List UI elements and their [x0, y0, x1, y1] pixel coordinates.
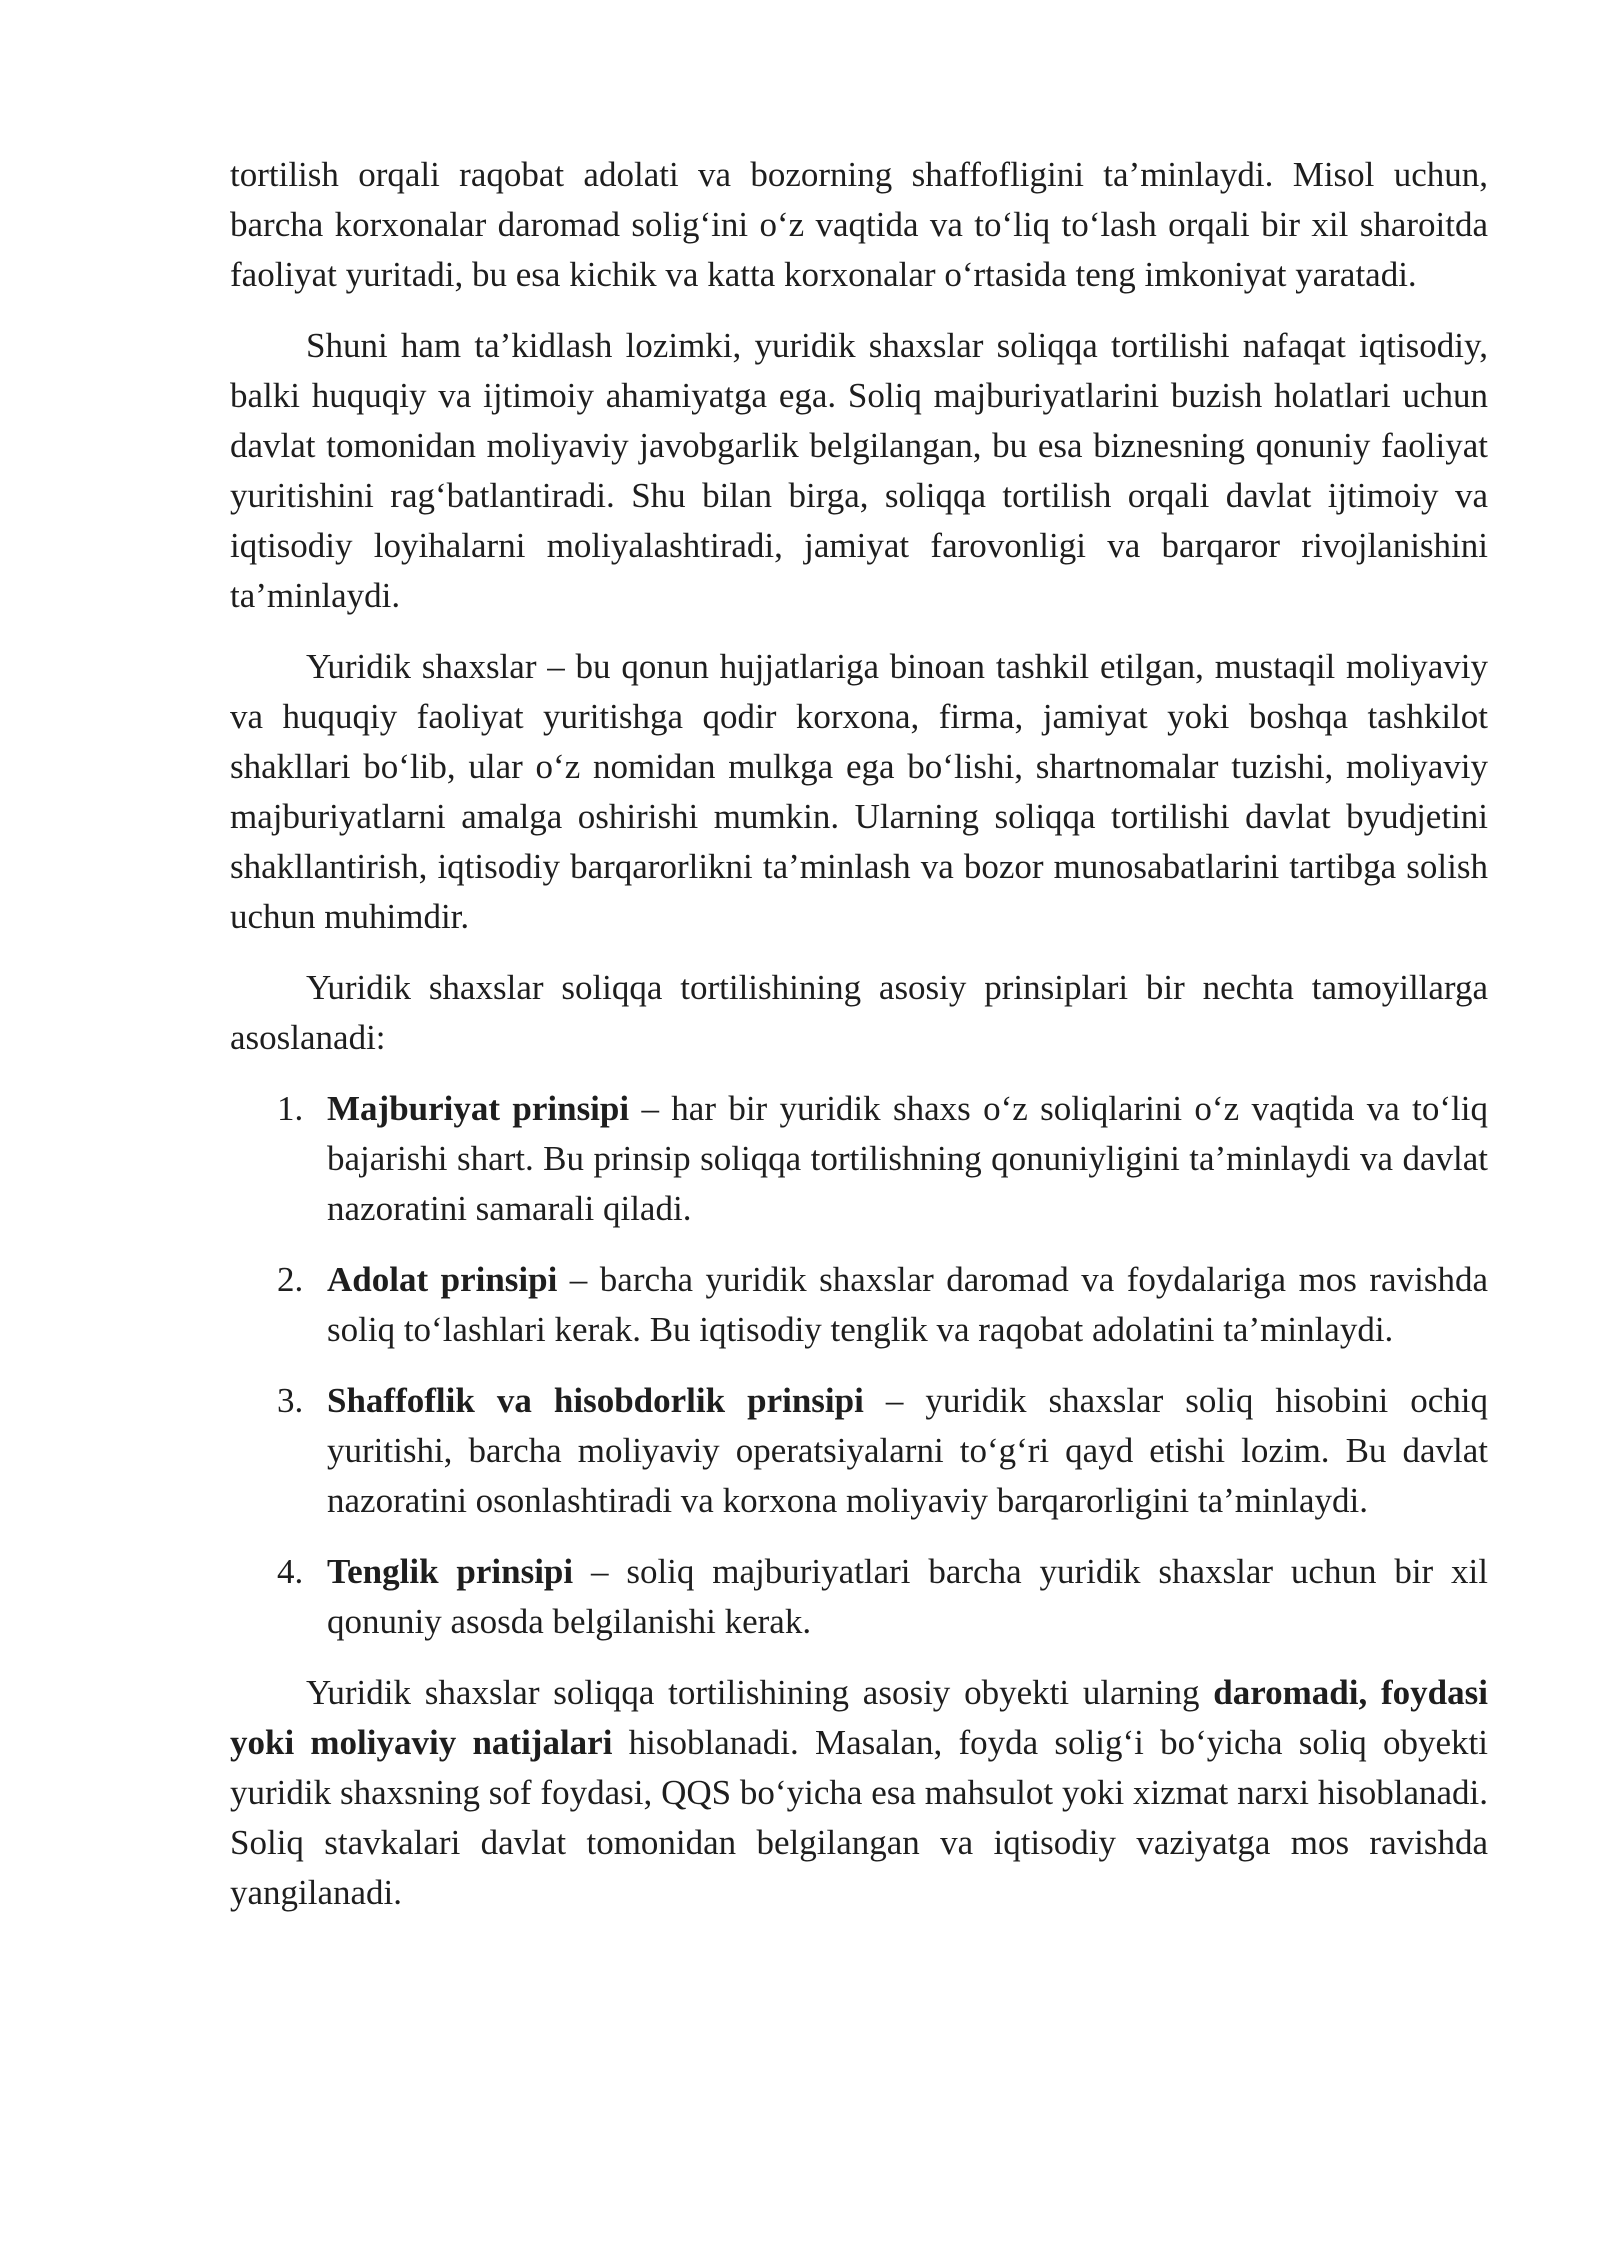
- principle-text: – barcha yuridik shaxslar daromad va foydalariga mos ravishda soliq to‘lashlari kerak. Bu iqtisodiy tenglik va raqobat adolatini ta’minlaydi.: [327, 1260, 1488, 1349]
- principle-text: – soliq majburiyatlari barcha yuridik shaxslar uchun bir xil qonuniy asosda belgilanishi kerak.: [327, 1552, 1488, 1641]
- paragraph-1: tortilish orqali raqobat adolati va bozorning shaffofligini ta’minlaydi. Misol uchun, barcha korxonalar daromad solig‘ini o‘z vaqtida va to‘liq to‘lash orqali bir xil sharoitda faoliyat yuritadi, bu esa kichik va katta korxonalar o‘rtasida teng imkoniyat yaratadi.: [230, 155, 1488, 294]
- principle-text: – yuridik shaxslar soliq hisobini ochiq yuritishi, barcha moliyaviy operatsiyalarni to‘g‘ri qayd etishi lozim. Bu davlat nazoratini osonlashtiradi va korxona moliyaviy barqarorligini ta’minlaydi.: [327, 1381, 1488, 1520]
- paragraph-5-start: Yuridik shaxslar soliqqa tortilishining asosiy obyekti ularning: [306, 1673, 1214, 1712]
- principle-text: – har bir yuridik shaxs o‘z soliqlarini o‘z vaqtida va to‘liq bajarishi shart. Bu prinsip soliqqa tortilishning qonuniyligini ta’minlaydi va davlat nazoratini samarali qiladi.: [327, 1089, 1489, 1228]
- paragraph-4: Yuridik shaxslar soliqqa tortilishining asosiy prinsiplari bir nechta tamoyillarga asoslanadi:: [230, 968, 1488, 1057]
- paragraph-5: [230, 1668, 1488, 1918]
- list-number: 3.: [277, 1381, 304, 1420]
- list-number: 4.: [277, 1552, 304, 1591]
- paragraph-5-end: hisoblanadi. Masalan, foyda solig‘i bo‘yicha soliq obyekti yuridik shaxsning sof foydasi, QQS bo‘yicha esa mahsulot yoki xizmat narxi hisoblanadi. Soliq stavkalari davlat tomonidan belgilangan va iqtisodiy vaziyatga mos ravishda yangilanadi.: [230, 1723, 1489, 1912]
- principle-title: Tenglik prinsipi: [327, 1552, 574, 1591]
- list-item: [230, 1255, 1488, 1355]
- paragraph-3: Yuridik shaxslar – bu qonun hujjatlariga binoan tashkil etilgan, mustaqil moliyaviy va huquqiy faoliyat yuritishga qodir korxona, firma, jamiyat yoki boshqa tashkilot shakllari bo‘lib, ular o‘z nomidan mulkga ega bo‘lishi, shartnomalar tuzishi, moliyaviy majburiyatlarni amalga oshirishi mumkin. Ularning soliqqa tortilishi davlat byudjetini shakllantirish, iqtisodiy barqarorlikni ta’minlash va bozor munosabatlarini tartibga solish uchun muhimdir.: [230, 647, 1488, 936]
- paragraph-5-bold: daromadi, foydasi yoki moliyaviy natijalari: [230, 1673, 1488, 1762]
- principle-title: Adolat prinsipi: [327, 1260, 558, 1299]
- principle-title: Shaffoflik va hisobdorlik prinsipi: [327, 1381, 864, 1420]
- principle-title: Majburiyat prinsipi: [327, 1089, 630, 1128]
- list-number: 1.: [277, 1089, 304, 1128]
- list-number: 2.: [277, 1260, 304, 1299]
- list-item: [230, 1084, 1488, 1234]
- document-page: [230, 150, 1488, 1939]
- list-item: [230, 1547, 1488, 1647]
- list-item: [230, 1376, 1488, 1526]
- paragraph-2: Shuni ham ta’kidlash lozimki, yuridik shaxslar soliqqa tortilishi nafaqat iqtisodiy, balki huquqiy va ijtimoiy ahamiyatga ega. Soliq majburiyatlarini buzish holatlari uchun davlat tomonidan moliyaviy javobgarlik belgilangan, bu esa biznesning qonuniy faoliyat yuritishini rag‘batlantiradi. Shu bilan birga, soliqqa tortilish orqali davlat ijtimoiy va iqtisodiy loyihalarni moliyalashtiradi, jamiyat farovonligi va barqaror rivojlanishini ta’minlaydi.: [230, 326, 1488, 615]
- principles-list: [230, 1084, 1488, 1647]
